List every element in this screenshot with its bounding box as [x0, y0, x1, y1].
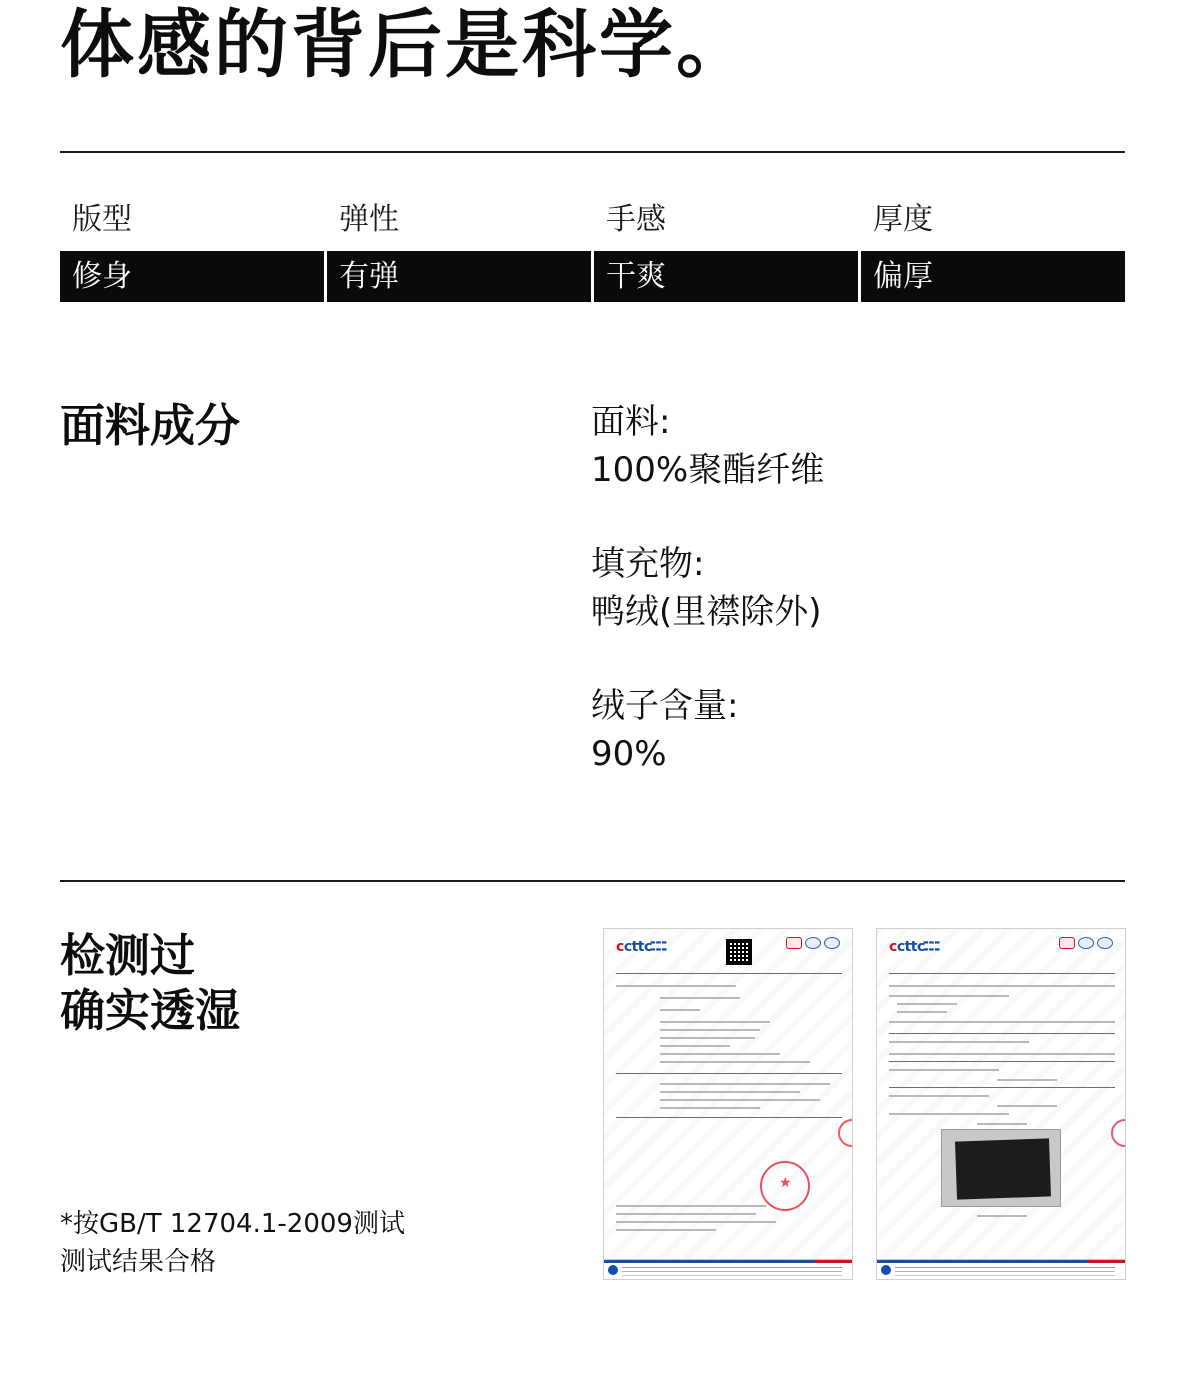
testing-title-line2: 确实透湿: [60, 984, 241, 1037]
ilac-mark-icon: [1078, 937, 1094, 949]
test-note-result: 测试结果合格: [60, 1247, 217, 1277]
attribute-label: 版型: [72, 202, 132, 237]
report-divider: [889, 1061, 1115, 1062]
report-text-line: [660, 1053, 780, 1055]
attribute-hand-feel: [594, 195, 858, 302]
divider-bottom: [60, 880, 1125, 882]
report-text-line: [889, 1113, 1009, 1115]
report-logo: ccttc: [616, 939, 652, 955]
attribute-label: 手感: [606, 202, 666, 237]
report-text-line: [616, 1229, 716, 1231]
certification-marks: [1059, 937, 1113, 949]
report-text-line: [660, 1083, 830, 1085]
test-note: [60, 1205, 405, 1281]
report-watermark: [877, 929, 1125, 1279]
cma-mark-icon: [786, 937, 802, 949]
composition-value: 鸭绒(里襟除外): [591, 592, 822, 632]
report-text-line: [616, 985, 736, 987]
report-text-line: [660, 1021, 770, 1023]
report-text-line: [660, 1061, 810, 1063]
composition-value: 100%聚酯纤维: [591, 450, 825, 490]
composition-label: 面料:: [591, 402, 671, 442]
report-text-line: [889, 1053, 1115, 1055]
report-divider: [889, 1033, 1115, 1034]
attribute-fit: [60, 195, 324, 302]
attribute-stretch: [327, 195, 591, 302]
report-divider: [889, 1087, 1115, 1088]
report-text-line: [616, 1221, 776, 1223]
attribute-label: 厚度: [873, 202, 933, 237]
cma-mark-icon: [1059, 937, 1075, 949]
attribute-value: 干爽: [594, 251, 858, 302]
report-text-line: [897, 1011, 947, 1013]
attribute-value: 修身: [60, 251, 324, 302]
report-logo-sub: ▬▬▬ ▬▬▬: [923, 939, 941, 953]
report-text-line: [660, 1045, 730, 1047]
ilac-mark-icon: [805, 937, 821, 949]
report-text-line: [889, 1041, 1029, 1043]
report-text-line: [897, 1003, 957, 1005]
report-logo-sub: ▬▬▬ ▬▬▬: [650, 939, 668, 953]
inspection-seal-icon: ★: [760, 1161, 810, 1211]
composition-title: 面料成分: [60, 399, 241, 452]
cnas-mark-icon: [1097, 937, 1113, 949]
report-watermark: [604, 929, 852, 1279]
report-text-line: [977, 1215, 1027, 1217]
report-text-line: [660, 1107, 760, 1109]
composition-value: 90%: [591, 734, 667, 774]
report-divider: [616, 1073, 842, 1074]
report-text-line: [997, 1105, 1057, 1107]
composition-item-down-content: [591, 682, 1091, 778]
fabric-sample-photo: [941, 1129, 1061, 1207]
report-text-line: [660, 1029, 760, 1031]
test-report-image-2: [876, 928, 1126, 1280]
report-text-line: [660, 1099, 820, 1101]
product-attributes: [60, 195, 1126, 302]
report-text-line: [997, 1079, 1057, 1081]
report-footer: [877, 1259, 1125, 1279]
attribute-value: 有弹: [327, 251, 591, 302]
cnas-mark-icon: [824, 937, 840, 949]
report-divider: [616, 1117, 842, 1118]
report-text-line: [660, 1091, 800, 1093]
report-footer: [604, 1259, 852, 1279]
qr-code-icon: [726, 939, 752, 965]
composition-list: [591, 398, 1091, 824]
report-text-line: [616, 1213, 756, 1215]
attribute-thickness: [861, 195, 1125, 302]
attribute-value: 偏厚: [861, 251, 1125, 302]
test-report-image-1: [603, 928, 853, 1280]
report-divider: [889, 973, 1115, 974]
report-logo: ccttc: [889, 939, 925, 955]
attribute-label: 弹性: [339, 202, 399, 237]
test-note-standard: *按GB/T 12704.1-2009测试: [60, 1209, 405, 1239]
report-text-line: [889, 1021, 1115, 1023]
report-text-line: [889, 1095, 989, 1097]
certification-marks: [786, 937, 840, 949]
report-text-line: [660, 1009, 700, 1011]
divider-top: [60, 151, 1125, 153]
composition-label: 填充物:: [591, 544, 705, 584]
report-text-line: [889, 995, 1009, 997]
composition-item-fabric: [591, 398, 1091, 494]
report-divider: [616, 973, 842, 974]
report-text-line: [889, 1069, 999, 1071]
testing-title: [60, 928, 240, 1038]
composition-item-filling: [591, 540, 1091, 636]
testing-title-line1: 检测过: [60, 929, 196, 982]
composition-label: 绒子含量:: [591, 686, 739, 726]
report-text-line: [660, 997, 740, 999]
report-text-line: [616, 1205, 766, 1207]
report-text-line: [660, 1037, 755, 1039]
report-text-line: [977, 1123, 1027, 1125]
headline: 体感的背后是科学。: [60, 2, 753, 88]
report-text-line: [889, 985, 1115, 987]
